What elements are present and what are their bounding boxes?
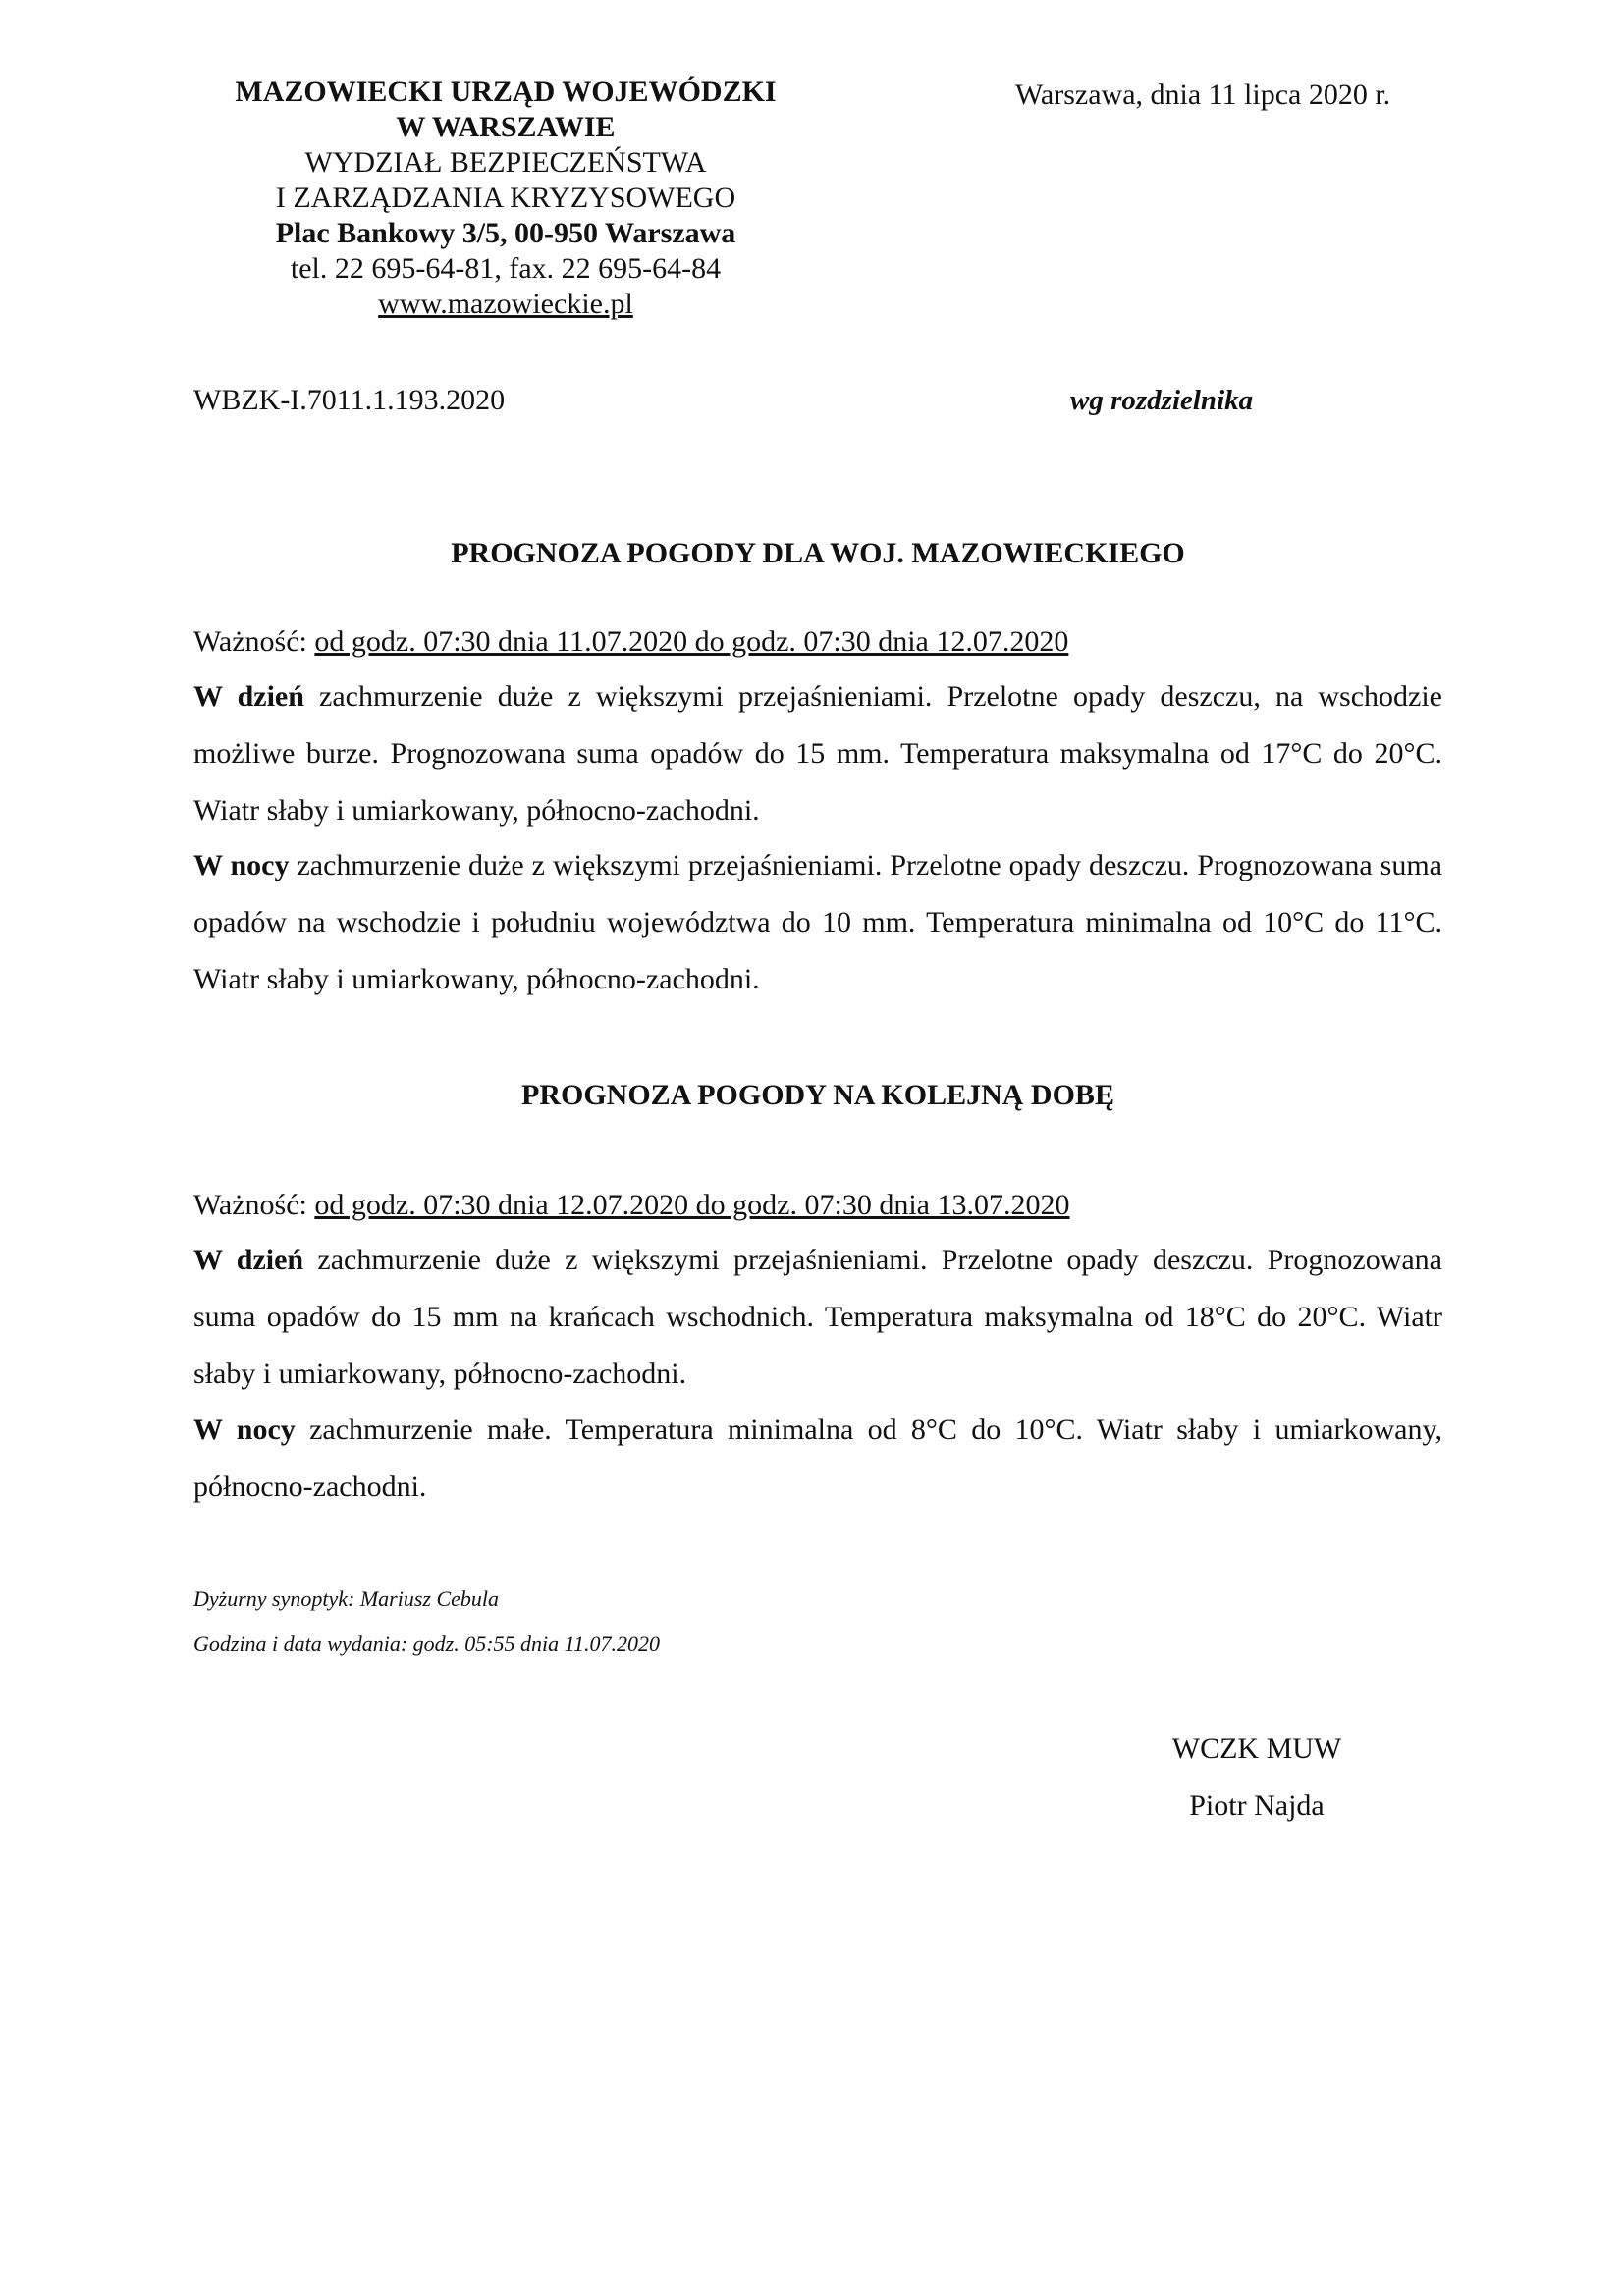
day-lead: W dzień (193, 680, 304, 713)
day-text: zachmurzenie duże z większymi przejaśnieniami. Przelotne opady deszczu. Prognozowana suma opadów do 15 mm na krańcach wschodnich. Temperatura maksymalna od 18°C do 20°C. Wiatr słaby i umiarkowany, północno-zachodni. (193, 1244, 1442, 1390)
night-lead: W nocy (193, 1414, 296, 1446)
forecast-next-validity (193, 1188, 1069, 1223)
forecast-today-heading: PROGNOZA POGODY DLA WOJ. MAZOWIECKIEGO (451, 537, 1185, 569)
validity-range: od godz. 07:30 dnia 11.07.2020 do godz. 07:30 dnia 12.07.2020 (314, 625, 1069, 658)
night-lead: W nocy (193, 849, 290, 881)
reference-number: WBZK-I.7011.1.193.2020 (193, 384, 506, 416)
forecast-next-day (193, 1232, 1442, 1403)
forecast-next-heading: PROGNOZA POGODY NA KOLEJNĄ DOBĘ (521, 1079, 1114, 1111)
forecast-today-validity (193, 624, 1068, 660)
forecast-next-night (193, 1402, 1442, 1516)
department-name: WYDZIAŁ BEZPIECZEŃSTWA (304, 146, 707, 179)
validity-range: od godz. 07:30 dnia 12.07.2020 do godz. 07:30 dnia 13.07.2020 (314, 1189, 1070, 1221)
office-address: Plac Bankowy 3/5, 00-950 Warszawa (275, 217, 736, 249)
validity-label: Ważność: (193, 625, 315, 658)
night-text: zachmurzenie małe. Temperatura minimalna od 8°C do 10°C. Wiatr słaby i umiarkowany, północno-zachodni. (193, 1414, 1442, 1503)
office-name: MAZOWIECKI URZĄD WOJEWÓDZKI (235, 76, 777, 108)
department-name-cont: I ZARZĄDZANIA KRYZYSOWEGO (275, 182, 736, 214)
issue-time: Godzina i data wydania: godz. 05:55 dnia 11.07.2020 (193, 1631, 661, 1656)
signature-unit: WCZK MUW (1171, 1733, 1342, 1765)
signature-block (1080, 1721, 1434, 1835)
letterhead (172, 75, 839, 322)
forecast-today-night (193, 837, 1442, 1008)
place-date: Warszawa, dnia 11 lipca 2020 r. (1015, 79, 1391, 111)
day-text: zachmurzenie duże z większymi przejaśnieniami. Przelotne opady deszczu, na wschodzie możliwe burze. Prognozowana suma opadów do 15 mm. Temperatura maksymalna od 17°C do 20°C. Wiatr słaby i umiarkowany, północno-zachodni. (193, 680, 1443, 827)
office-website-link[interactable]: www.mazowieckie.pl (378, 288, 633, 320)
office-city: W WARSZAWIE (396, 111, 616, 143)
forecaster-name: Dyżurny synoptyk: Mariusz Cebula (193, 1586, 500, 1611)
night-text: zachmurzenie duże z większymi przejaśnieniami. Przelotne opady deszczu. Prognozowana suma opadów na wschodzie i południu województwa do 10 mm. Temperatura minimalna od 10°C do 11°C. Wiatr słaby i umiarkowany, północno-zachodni. (193, 849, 1443, 995)
day-lead: W dzień (193, 1244, 304, 1276)
recipient: wg rozdzielnika (1070, 385, 1254, 416)
signature-name: Piotr Najda (1189, 1789, 1325, 1822)
office-phone: tel. 22 695-64-81, fax. 22 695-64-84 (290, 252, 722, 285)
forecast-today-day (193, 668, 1442, 839)
validity-label: Ważność: (193, 1189, 315, 1221)
